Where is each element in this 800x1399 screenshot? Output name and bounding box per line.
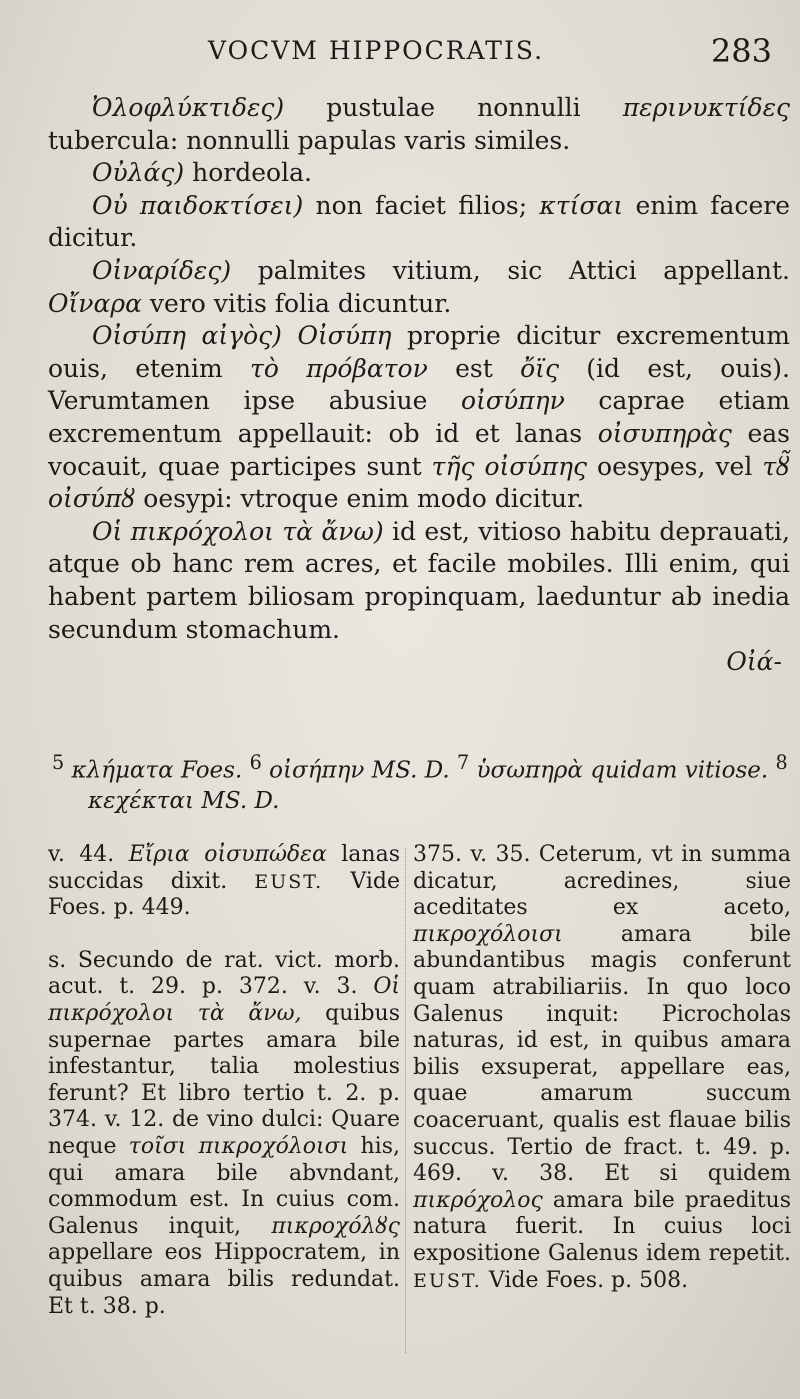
latin-text: enim facere dicitur. [48, 190, 790, 253]
footnote-text: MS. D. [194, 787, 280, 814]
greek-term: τῆς οἰσύπης [431, 451, 587, 481]
commentary-columns [48, 842, 790, 1362]
greek-term: ὄϊς [520, 353, 559, 383]
eust-abbrev: EUST. [413, 1269, 482, 1292]
latin-text: non faciet filios; [303, 190, 540, 220]
commentary-text: amara bile praeditus natura fuerit. In cuius loci expositione Galenus idem repetit. [413, 1187, 791, 1266]
page-header [48, 30, 778, 74]
commentary-text: quibus supernae partes amara bile infestantur, talia molestius ferunt? Et libro tertio t. 2. p. 374. v. 12. de vino dulci: Quare neque [48, 1000, 400, 1159]
footnote-mark: 6 [249, 751, 262, 774]
footnote-mark: 7 [457, 751, 470, 774]
greek-term: Οἰσύπη [297, 321, 392, 351]
footnote-text: MS. D. [364, 757, 458, 784]
commentary-right-column [413, 842, 791, 1294]
greek-term: Εἴρια οἰσυπώδεα [128, 842, 327, 867]
greek-lemma: Οὐλάς) [92, 158, 185, 188]
greek-lemma: Οἰναρίδες) [92, 255, 232, 285]
commentary-text: Vide Foes. p. 508. [481, 1267, 689, 1293]
commentary-text: 375. v. 35. Ceterum, vt in summa dicatur, acredines, siue aceditates ex aceto, [413, 842, 791, 921]
commentary-note [48, 842, 400, 922]
commentary-text: amara bile abundantibus magis conferunt quam atrabiliariis. In quo loco Galenus inquit: Picrocholas naturas, id est, in quibus amara bilis exsuperat, appellare eas, quae amarum succum coaceruant, qualis est flauae bilis succus. Tertio de fract. t. 49. p. 469. v. 38. Et si quidem [413, 921, 791, 1187]
latin-text: id est, vitioso habitu deprauati, atque ob hanc rem acres, et facile mobiles. Illi enim, qui habent partem biliosam propinquam, laeduntur ab inedia secundum stomachum. [48, 516, 790, 644]
entry-oinarides [48, 255, 790, 320]
greek-term: τοῖσι πικροχόλοισι [128, 1133, 349, 1159]
latin-text: est [427, 353, 521, 383]
latin-text: proprie dicitur excrementum ouis, etenim [48, 321, 790, 383]
latin-text: tubercula: nonnulli papulas varis similes. [48, 125, 571, 155]
latin-text: vero vitis folia dicuntur. [141, 288, 452, 318]
entry-olophlyktides [48, 92, 790, 157]
latin-text: oesypes, vel [587, 451, 763, 481]
greek-term: πικροχόλοισι [413, 921, 563, 947]
commentary-text: appellare eos Hippocratem, in quibus amara bilis redundat. Et t. 38. p. [48, 1240, 400, 1319]
commentary-text: his, qui amara bile abvndant, commodum est. In cuius com. Galenus inquit, [48, 1133, 400, 1239]
main-text [48, 92, 790, 679]
commentary-text: s. Secundo de rat. vict. morb. acut. t. 29. p. 372. v. 3. [48, 947, 400, 1000]
footnote-text: Foes. [173, 757, 250, 784]
column-divider [405, 848, 406, 1353]
latin-text: caprae etiam excrementum appellauit: ob id et lanas [48, 386, 791, 448]
greek-term: περινυκτίδες [622, 93, 790, 122]
latin-text [282, 321, 298, 350]
entry-ou-paidoktisei [48, 190, 790, 255]
commentary-text: v. 44. [48, 842, 129, 867]
page-number: 283 [710, 32, 772, 70]
greek-term: κτίσαι [539, 190, 624, 220]
footnote-text: quidam vitiose. [582, 757, 776, 784]
entry-oisype [48, 320, 790, 516]
latin-text: hordeola. [184, 158, 312, 188]
latin-text: oesypi: vtroque enim modo dicitur. [135, 484, 585, 514]
running-title: VOCVM HIPPOCRATIS. [208, 36, 545, 65]
greek-term: πικροχόλȣς [271, 1213, 400, 1239]
commentary-note [48, 948, 400, 1320]
footnotes [52, 748, 790, 816]
greek-lemma: Ὀλοφλύκτιδες) [92, 93, 285, 122]
greek-term: τȣ̃ οἰσύπȣ [48, 451, 790, 514]
note-gap [48, 922, 400, 948]
eust-abbrev: EUST. [254, 870, 324, 893]
greek-term: κλήματα [64, 757, 174, 784]
greek-term: τὸ πρόβατον [250, 353, 428, 383]
greek-term: Οἱ πικρόχολοι τὰ ἄνω, [48, 974, 400, 1026]
commentary-text: lanas succidas dixit. [48, 842, 400, 894]
commentary-text: Vide Foes. p. 449. [48, 868, 400, 921]
footnote-mark: 8 [775, 751, 788, 774]
greek-lemma: Οἱ πικρόχολοι τὰ ἄνω) [92, 516, 384, 546]
commentary-left-column [48, 842, 400, 1320]
greek-term: πικρόχολος [413, 1187, 543, 1213]
entry-oulas [48, 157, 790, 190]
latin-text: pustulae nonnulli [284, 93, 623, 122]
greek-term: Οἴναρα [48, 288, 142, 318]
commentary-note [413, 842, 791, 1294]
greek-term: οἰσύπην [461, 386, 565, 416]
greek-term: οἰσήπην [261, 757, 365, 784]
greek-lemma: Οἰσύπη αἰγὸς) [92, 321, 282, 351]
footnote-mark: 5 [52, 751, 65, 774]
footnote-block [52, 748, 790, 816]
entry-pikrocholoi [48, 516, 790, 646]
latin-text: eas vocauit, quae participes sunt [48, 418, 790, 481]
greek-term: ὑσωπηρὰ [469, 757, 583, 784]
greek-term: κεχέκται [88, 787, 195, 814]
latin-text: palmites vitium, sic Attici appellant. [231, 255, 790, 285]
greek-term: οἰσυπηρὰς [597, 418, 732, 448]
greek-lemma: Οὐ παιδοκτίσει) [92, 190, 304, 220]
latin-text: (id est, ouis). Verumtamen ipse abusiue [48, 353, 790, 416]
catchword: Οἰά- [726, 647, 782, 677]
